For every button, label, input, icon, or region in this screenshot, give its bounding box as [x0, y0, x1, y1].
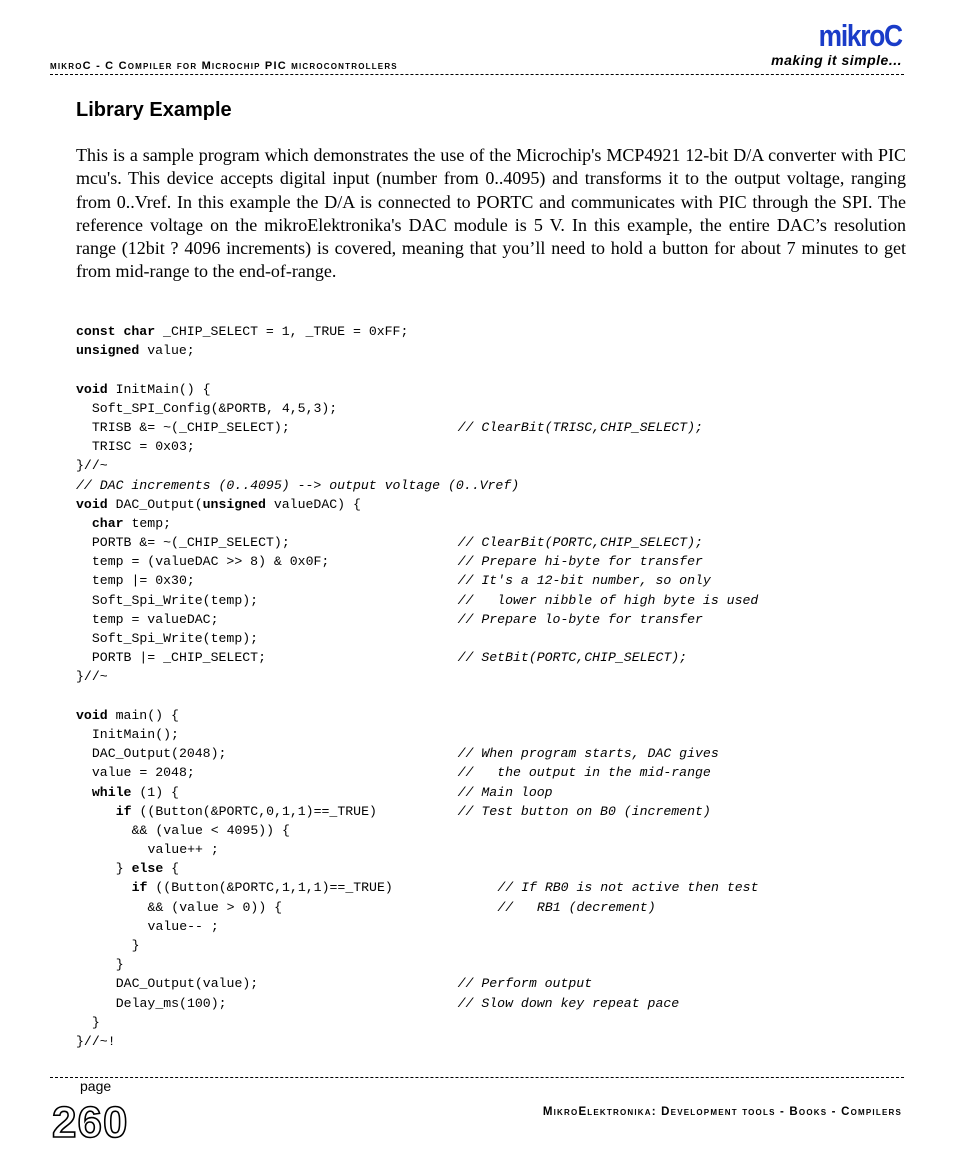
- code-statement: [132, 821, 290, 840]
- code-fragment: ((Button(&PORTC,0,1,1)==_TRUE): [131, 803, 377, 819]
- code-fragment: PORTB |= _CHIP_SELECT;: [91, 650, 266, 666]
- code-fragment: TRISC = 0x03;: [91, 439, 195, 455]
- footer-divider: [50, 1077, 904, 1078]
- code-statement: [92, 1013, 100, 1032]
- code-fragment: Soft_Spi_Write(temp);: [91, 631, 259, 646]
- code-fragment: temp;: [123, 515, 172, 531]
- code-fragment: InitMain() {: [107, 381, 211, 397]
- code-comment: // lower nibble of high byte is used: [457, 592, 759, 608]
- code-comment: // Slow down key repeat pace: [457, 995, 680, 1011]
- code-fragment: InitMain();: [91, 726, 179, 742]
- running-header-title: mikroC - C Compiler for Microchip PIC microcontrollers: [50, 60, 398, 72]
- code-fragment: && (value < 4095)) {: [131, 822, 290, 838]
- code-statement: [76, 667, 108, 686]
- code-statement: [92, 552, 329, 571]
- code-fragment: }: [115, 957, 124, 973]
- code-fragment: main() {: [107, 707, 179, 723]
- code-statement: [92, 399, 337, 418]
- code-keyword: unsigned: [202, 496, 266, 512]
- code-statement: [92, 648, 266, 667]
- code-keyword: if: [131, 880, 148, 896]
- code-statement: [76, 706, 179, 725]
- logo-slogan: making it simple...: [771, 52, 902, 68]
- code-statement: [148, 917, 219, 936]
- code-statement: [92, 533, 290, 552]
- code-comment: // If RB0 is not active then test: [497, 880, 759, 896]
- code-fragment: value-- ;: [147, 918, 219, 934]
- code-statement: [148, 840, 219, 859]
- code-fragment: DAC_Output(2048);: [91, 746, 227, 762]
- code-fragment: }: [115, 861, 132, 877]
- code-keyword: unsigned: [76, 343, 140, 359]
- code-keyword: while: [91, 784, 132, 800]
- code-statement: [116, 859, 179, 878]
- code-statement: [116, 994, 227, 1013]
- mikroc-logo: mikroC: [818, 18, 902, 53]
- code-fragment: TRISB &= ~(_CHIP_SELECT);: [91, 419, 290, 435]
- code-fragment: DAC_Output(value);: [115, 976, 259, 992]
- code-fragment: temp |= 0x30;: [91, 573, 195, 589]
- code-comment: // When program starts, DAC gives: [457, 746, 719, 762]
- code-keyword: const char: [76, 324, 156, 339]
- code-statement: [132, 936, 140, 955]
- code-fragment: }//~: [76, 458, 108, 474]
- code-fragment: temp = valueDAC;: [91, 611, 219, 627]
- code-fragment: value = 2048;: [91, 765, 195, 781]
- code-fragment: Soft_Spi_Write(temp);: [91, 592, 259, 608]
- code-statement: [92, 763, 195, 782]
- code-comment: // DAC increments (0..4095) --> output voltage (0..Vref): [76, 477, 520, 493]
- code-comment: // Perform output: [457, 976, 593, 992]
- code-statement: [92, 725, 179, 744]
- page-label: page: [80, 1078, 112, 1094]
- code-fragment: }: [131, 938, 140, 953]
- code-keyword: char: [91, 515, 124, 531]
- code-comment: // It's a 12-bit number, so only: [457, 573, 711, 589]
- code-comment: // Prepare lo-byte for transfer: [457, 611, 703, 627]
- code-fragment: }//~: [76, 669, 108, 685]
- code-fragment: DAC_Output(: [107, 496, 203, 512]
- code-fragment: }: [91, 1014, 100, 1030]
- code-fragment: temp = (valueDAC >> 8) & 0x0F;: [91, 554, 330, 570]
- code-fragment: && (value > 0)) {: [147, 899, 283, 915]
- code-statement: [92, 610, 219, 629]
- code-statement: [92, 783, 179, 802]
- header-divider: [50, 74, 904, 75]
- code-keyword: void: [76, 496, 108, 512]
- code-statement: [76, 495, 361, 514]
- code-comment: // Prepare hi-byte for transfer: [457, 554, 703, 570]
- code-keyword: if: [115, 803, 132, 819]
- code-statement: [76, 322, 408, 341]
- code-comment: // SetBit(PORTC,CHIP_SELECT);: [457, 650, 688, 666]
- code-comment: // RB1 (decrement): [497, 899, 656, 915]
- intro-paragraph: This is a sample program which demonstrates the use of the Microchip's MCP4921 12-bit D/A converter with PIC mcu's. This device accepts digital input (number from 0..4095) and transforms it to the output voltage, ranging from 0..Vref. In this example the D/A is connected to PORTC and communicates with PIC through the SPI. The reference voltage on the mikroElektronika's DAC module is 5 V. In this example, the entire DAC’s resolution range (12bit ? 4096 increments) is covered, meaning that you’ll need to hold a button for about 7 minutes to get from mid-range to the end-of-range.: [76, 145, 906, 282]
- code-comment: // the output in the mid-range: [457, 765, 711, 781]
- code-fragment: {: [163, 861, 180, 877]
- code-statement: [92, 571, 195, 590]
- code-fragment: _CHIP_SELECT = 1, _TRUE = 0xFF;: [155, 324, 409, 339]
- code-statement: [92, 418, 290, 437]
- code-fragment: ((Button(&PORTC,1,1,1)==_TRUE): [147, 880, 393, 896]
- section-heading: Library Example: [76, 99, 232, 121]
- code-statement: [132, 878, 393, 897]
- code-fragment: value++ ;: [147, 842, 219, 858]
- code-fragment: (1) {: [131, 784, 179, 800]
- code-statement: [92, 744, 227, 763]
- code-comment: // ClearBit(TRISC,CHIP_SELECT);: [457, 419, 703, 435]
- code-comment: // Test button on B0 (increment): [457, 803, 711, 819]
- code-comment: // ClearBit(PORTC,CHIP_SELECT);: [457, 535, 703, 551]
- code-statement: [92, 437, 195, 456]
- code-statement: [92, 514, 171, 533]
- code-fragment: valueDAC) {: [265, 496, 361, 512]
- code-keyword: else: [131, 861, 164, 877]
- code-statement: [76, 456, 108, 475]
- code-keyword: void: [76, 381, 108, 397]
- code-statement: [92, 591, 258, 610]
- code-fragment: PORTB &= ~(_CHIP_SELECT);: [91, 535, 290, 551]
- code-fragment: Soft_SPI_Config(&PORTB, 4,5,3);: [91, 400, 338, 416]
- page-number: 260: [52, 1098, 129, 1147]
- code-statement: [92, 629, 258, 648]
- code-comment: // Main loop: [457, 784, 553, 800]
- code-statement: [148, 898, 283, 917]
- running-footer-title: MikroElektronika: Development tools - Books - Compilers: [542, 1106, 902, 1118]
- code-statement: [116, 974, 258, 993]
- code-fragment: Delay_ms(100);: [115, 995, 227, 1011]
- code-statement: [76, 380, 211, 399]
- code-fragment: value;: [139, 343, 195, 359]
- code-statement: [76, 341, 195, 360]
- code-fragment: }//~!: [76, 1033, 116, 1049]
- code-keyword: void: [76, 707, 108, 723]
- code-statement: [116, 802, 377, 821]
- code-statement: [116, 955, 124, 974]
- code-statement: [76, 1032, 116, 1051]
